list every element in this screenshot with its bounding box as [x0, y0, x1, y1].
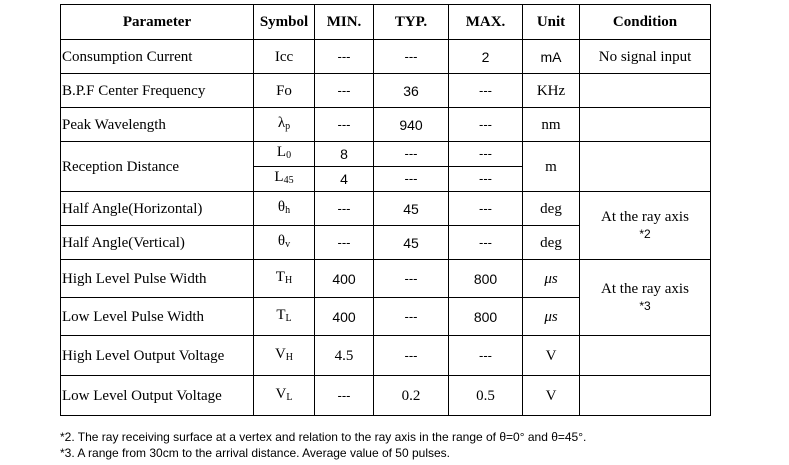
symbol-subscript: L [286, 391, 293, 403]
footnote-2: *2. The ray receiving surface at a vertex and relation to the ray axis in the range of θ=0° and θ=45°. [60, 430, 587, 444]
header-typ: TYP. [374, 5, 449, 40]
condition-cell [580, 142, 711, 192]
symbol-main: L [274, 169, 284, 185]
max-cell: --- [449, 192, 523, 226]
unit-cell: deg [523, 226, 580, 260]
min-cell: --- [315, 192, 374, 226]
table-row [61, 40, 711, 74]
symbol-subscript: L [285, 312, 292, 324]
typ-cell: 45 [374, 192, 449, 226]
symbol-main: λ [277, 114, 286, 131]
param-bpf-center-frequency: B.P.F Center Frequency [61, 74, 254, 108]
header-unit: Unit [523, 5, 580, 40]
min-cell: --- [315, 226, 374, 260]
table-row [61, 74, 711, 108]
condition-cell [580, 260, 711, 336]
max-cell: 0.5 [449, 376, 523, 416]
symbol-main: V [275, 385, 287, 402]
header-min: MIN. [315, 5, 374, 40]
condition-cell [580, 74, 711, 108]
table-row [61, 260, 711, 298]
symbol-main: T [275, 268, 285, 285]
max-cell: 2 [449, 40, 523, 74]
typ-cell: --- [374, 298, 449, 336]
unit-cell: deg [523, 192, 580, 226]
condition-text: At the ray axis [601, 208, 689, 225]
max-cell: --- [449, 336, 523, 376]
min-cell: 400 [315, 298, 374, 336]
spec-table [60, 4, 711, 416]
table-row [61, 376, 711, 416]
param-half-angle-horizontal: Half Angle(Horizontal) [61, 192, 254, 226]
max-cell: --- [449, 167, 523, 192]
condition-cell [580, 376, 711, 416]
min-cell: 8 [315, 142, 374, 167]
symbol-subscript: h [285, 204, 291, 216]
symbol-cell [254, 167, 315, 192]
param-low-level-pulse-width: Low Level Pulse Width [61, 298, 254, 336]
condition-cell [580, 108, 711, 142]
table-row [61, 192, 711, 226]
min-cell: 400 [315, 260, 374, 298]
table-row [61, 142, 711, 167]
typ-cell: --- [374, 167, 449, 192]
symbol-subscript: H [285, 351, 294, 363]
typ-cell: --- [374, 260, 449, 298]
typ-cell: 36 [374, 74, 449, 108]
symbol-cell [254, 260, 315, 298]
header-row [61, 5, 711, 40]
symbol-subscript: p [285, 120, 291, 132]
header-condition: Condition [580, 5, 711, 40]
condition-note: *3 [639, 298, 651, 313]
condition-cell [580, 192, 711, 260]
unit-cell: V [523, 336, 580, 376]
param-low-level-output-voltage: Low Level Output Voltage [61, 376, 254, 416]
symbol-cell [254, 226, 315, 260]
symbol-subscript: H [284, 274, 293, 286]
symbol-subscript: 0 [286, 150, 292, 161]
condition-cell [580, 336, 711, 376]
symbol-cell [254, 376, 315, 416]
unit-cell: KHz [523, 74, 580, 108]
unit-cell: m [523, 142, 580, 192]
symbol-cell [254, 108, 315, 142]
symbol-cell: Icc [254, 40, 315, 74]
param-peak-wavelength: Peak Wavelength [61, 108, 254, 142]
max-cell: 800 [449, 298, 523, 336]
typ-cell: --- [374, 40, 449, 74]
max-cell: --- [449, 74, 523, 108]
table-row [61, 108, 711, 142]
param-high-level-pulse-width: High Level Pulse Width [61, 260, 254, 298]
typ-cell: 0.2 [374, 376, 449, 416]
param-high-level-output-voltage: High Level Output Voltage [61, 336, 254, 376]
typ-cell: 45 [374, 226, 449, 260]
symbol-main: L [276, 144, 287, 160]
symbol-cell: Fo [254, 74, 315, 108]
symbol-cell [254, 298, 315, 336]
header-parameter: Parameter [61, 5, 254, 40]
symbol-main: T [276, 306, 286, 323]
min-cell: --- [315, 376, 374, 416]
unit-cell: V [523, 376, 580, 416]
unit-cell: mA [523, 40, 580, 74]
footnote-3: *3. A range from 30cm to the arrival distance. Average value of 50 pulses. [60, 446, 451, 460]
condition-cell: No signal input [580, 40, 711, 74]
header-max: MAX. [449, 5, 523, 40]
param-half-angle-vertical: Half Angle(Vertical) [61, 226, 254, 260]
min-cell: --- [315, 74, 374, 108]
header-symbol: Symbol [254, 5, 315, 40]
max-cell: --- [449, 226, 523, 260]
min-cell: --- [315, 40, 374, 74]
typ-cell: --- [374, 142, 449, 167]
condition-note: *2 [639, 226, 651, 241]
symbol-cell [254, 336, 315, 376]
typ-cell: --- [374, 336, 449, 376]
typ-cell: 940 [374, 108, 449, 142]
min-cell: 4.5 [315, 336, 374, 376]
param-consumption-current: Consumption Current [61, 40, 254, 74]
unit-cell: μs [523, 298, 580, 336]
symbol-main: V [274, 345, 286, 362]
condition-text: At the ray axis [601, 280, 689, 297]
symbol-main: θ [277, 232, 286, 249]
min-cell: 4 [315, 167, 374, 192]
param-reception-distance: Reception Distance [61, 142, 254, 192]
symbol-subscript: v [285, 238, 291, 250]
symbol-subscript: 45 [283, 175, 294, 186]
unit-cell: μs [523, 260, 580, 298]
footnotes [60, 429, 586, 461]
symbol-main: θ [277, 198, 286, 215]
symbol-cell [254, 192, 315, 226]
max-cell: 800 [449, 260, 523, 298]
unit-cell: nm [523, 108, 580, 142]
symbol-cell [254, 142, 315, 167]
max-cell: --- [449, 108, 523, 142]
max-cell: --- [449, 142, 523, 167]
table-row [61, 336, 711, 376]
min-cell: --- [315, 108, 374, 142]
